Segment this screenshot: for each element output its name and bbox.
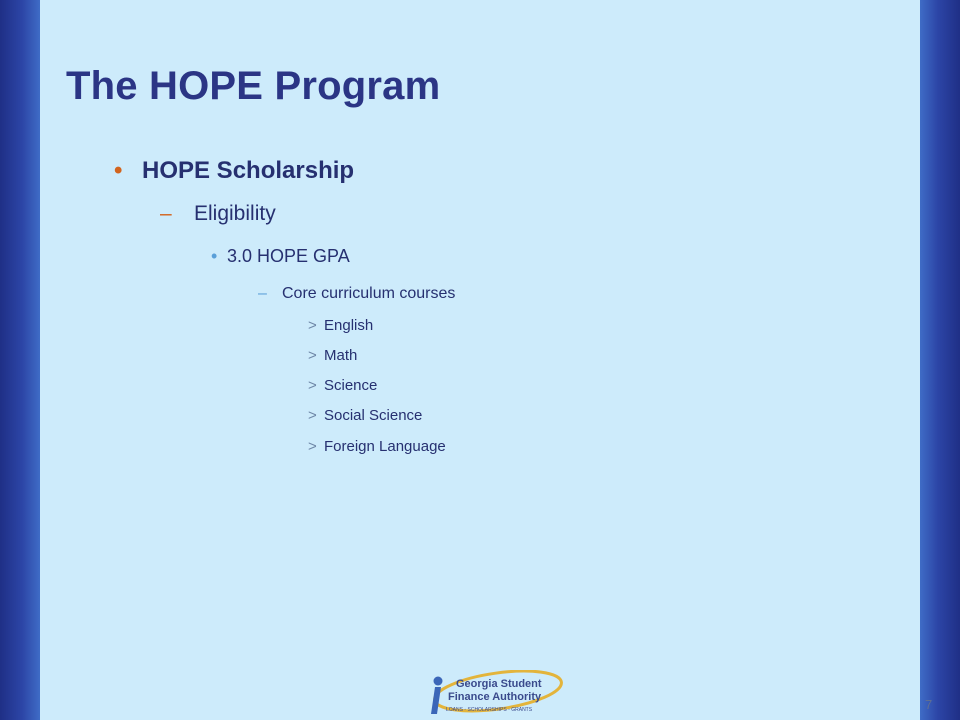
course-text: Social Science (324, 407, 423, 424)
course-text: Foreign Language (324, 438, 446, 455)
bullet-level-4 (258, 285, 455, 303)
right-border-bar (920, 0, 960, 720)
logo-figure-head (434, 677, 443, 686)
chevron-marker: > (308, 347, 317, 364)
bullet-text: Core curriculum courses (282, 285, 456, 302)
bullet-marker: • (211, 246, 218, 266)
bullet-level-1 (114, 157, 354, 185)
chevron-marker: > (308, 317, 317, 334)
course-item-english (308, 317, 373, 334)
course-text: English (324, 317, 374, 334)
dash-marker: – (160, 202, 172, 225)
course-item-math (308, 347, 357, 364)
bullet-level-2 (160, 202, 276, 226)
bullet-text: Eligibility (194, 202, 276, 225)
chevron-marker: > (308, 377, 317, 394)
bullet-text: 3.0 HOPE GPA (227, 246, 350, 266)
course-item-social-science (308, 407, 422, 424)
slide-title: The HOPE Program (66, 64, 441, 108)
bullet-text: HOPE Scholarship (142, 157, 355, 184)
bullet-level-3 (211, 246, 350, 267)
left-border-bar (0, 0, 40, 720)
logo-line-2: Finance Authority (448, 691, 542, 703)
course-text: Science (324, 377, 378, 394)
logo-tagline: LOANS ◦ SCHOLARSHIPS ◦ GRANTS (446, 707, 533, 713)
page-number: 7 (925, 697, 933, 712)
logo-figure-body (431, 687, 441, 714)
course-item-science (308, 377, 377, 394)
course-text: Math (324, 347, 358, 364)
dash-marker: – (258, 285, 267, 302)
logo-line-1: Georgia Student (456, 678, 542, 690)
bullet-marker: • (114, 157, 123, 184)
course-item-foreign-language (308, 438, 446, 455)
gsfa-logo (426, 670, 566, 716)
chevron-marker: > (308, 407, 317, 424)
chevron-marker: > (308, 438, 317, 455)
